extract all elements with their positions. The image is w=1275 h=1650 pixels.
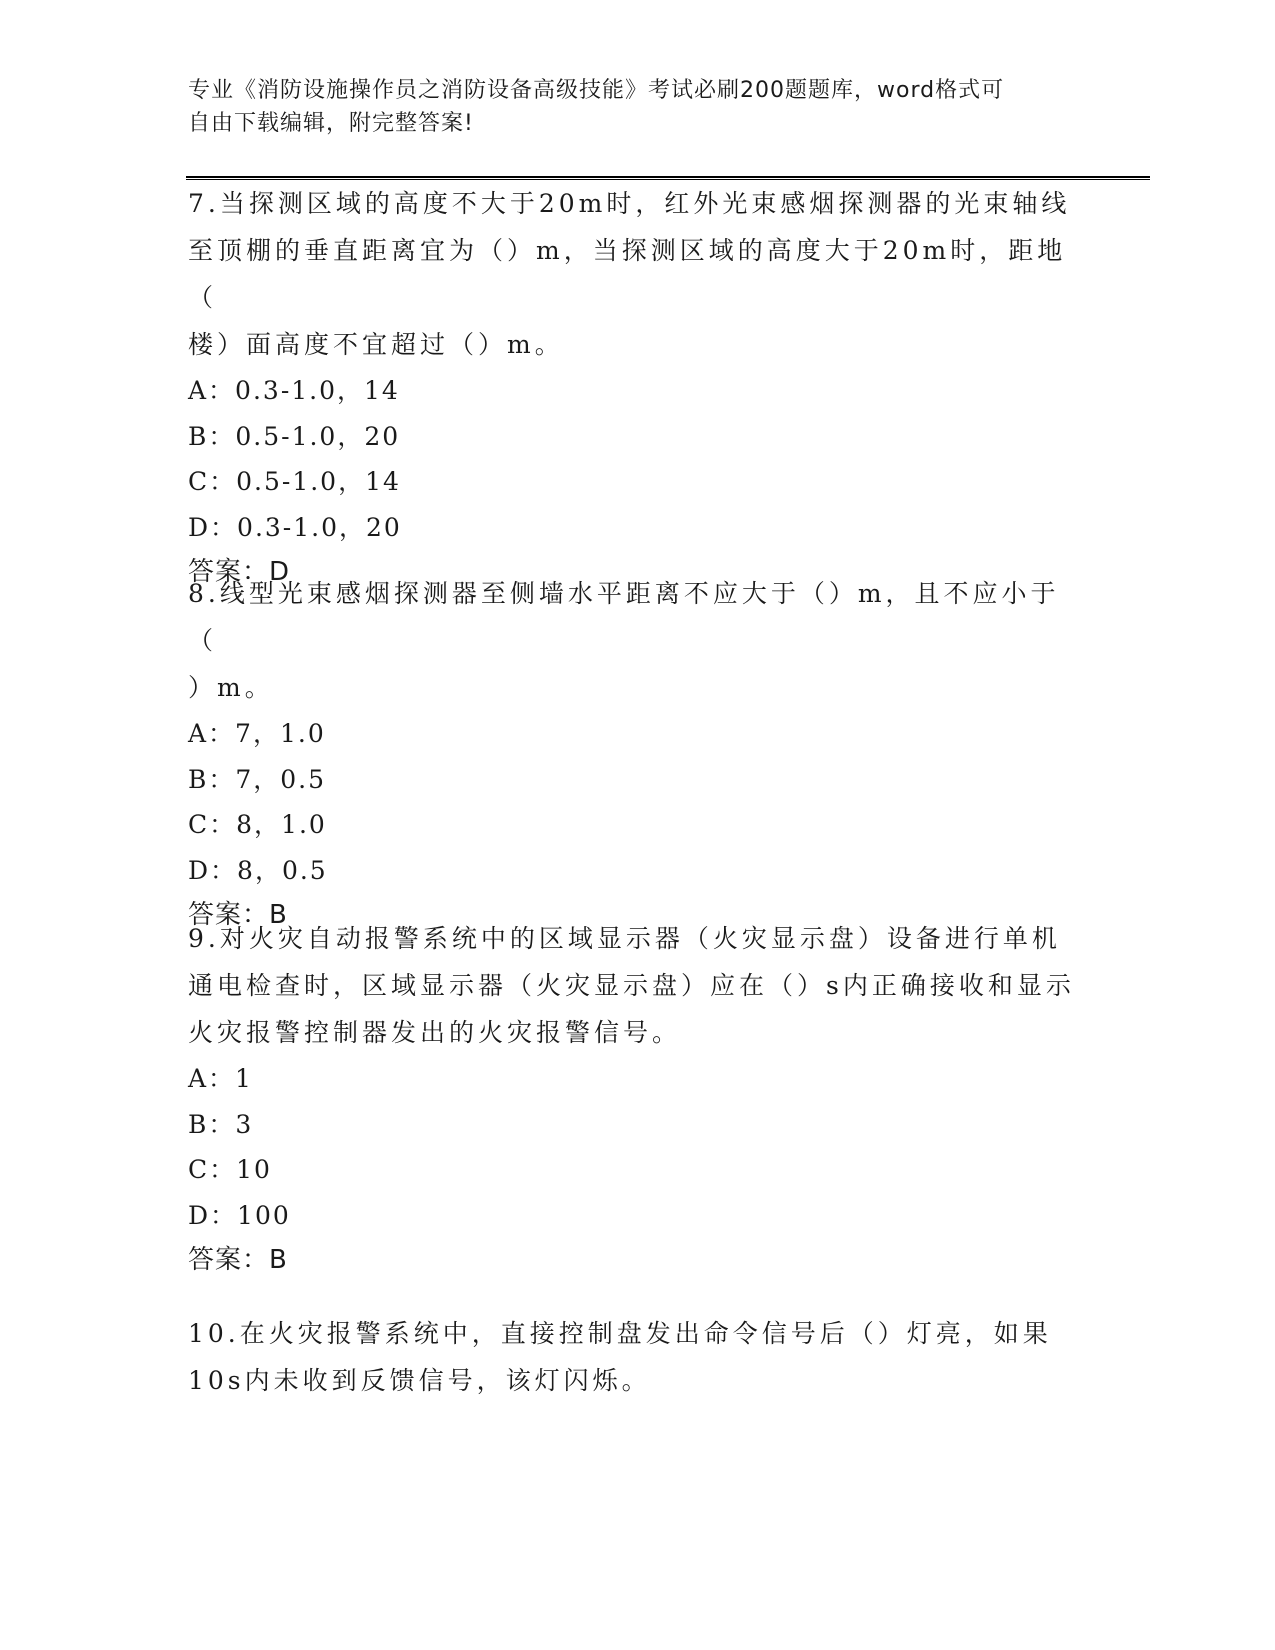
question-text-line: 7.当探测区域的高度不大于20m时，红外光束感烟探测器的光束轴线	[188, 189, 1071, 218]
question-text-line: 至顶棚的垂直距离宜为（）m，当探测区域的高度大于20m时，距地（	[188, 236, 1067, 312]
question-text-line: 楼）面高度不宜超过（）m。	[188, 330, 564, 359]
question-text-line: 8.线型光束感烟探测器至侧墙水平距离不应大于（）m，且不应小于（	[188, 579, 1060, 655]
answer-label: 答案：B	[188, 900, 288, 930]
question-9	[188, 915, 1088, 1283]
option-a: A：1	[188, 1064, 253, 1093]
option-a: A：7，1.0	[188, 719, 326, 748]
question-7	[188, 180, 1088, 595]
question-8	[188, 570, 1088, 938]
question-text-line: ）m。	[188, 673, 274, 702]
option-b: B：0.5-1.0，20	[188, 421, 401, 451]
header-line-2: 自由下载编辑，附完整答案!	[188, 111, 474, 136]
option-c: C：8，1.0	[188, 810, 327, 839]
option-b: B：7，0.5	[188, 764, 327, 794]
answer-label: 答案：D	[188, 557, 291, 587]
question-text-line: 火灾报警控制器发出的火灾报警信号。	[188, 1018, 682, 1047]
option-d: D：100	[188, 1200, 291, 1230]
document-header	[188, 74, 1068, 140]
question-text-line: 9.对火灾自动报警系统中的区域显示器（火灾显示盘）设备进行单机	[188, 924, 1061, 953]
option-d: D：8，0.5	[188, 855, 328, 885]
question-text-line: 通电检查时，区域显示器（火灾显示盘）应在（）s内正确接收和显示	[188, 971, 1075, 1000]
answer-label: 答案：B	[188, 1245, 288, 1275]
option-a: A：0.3-1.0，14	[188, 376, 400, 405]
question-text-line: 10s内未收到反馈信号，该灯闪烁。	[188, 1366, 651, 1395]
header-line-1: 专业《消防设施操作员之消防设备高级技能》考试必刷200题题库，word格式可	[188, 78, 1005, 103]
option-c: C：10	[188, 1155, 272, 1184]
question-10	[188, 1310, 1088, 1404]
option-b: B：3	[188, 1109, 254, 1139]
option-c: C：0.5-1.0，14	[188, 467, 401, 496]
option-d: D：0.3-1.0，20	[188, 512, 402, 542]
question-text-line: 10.在火灾报警系统中，直接控制盘发出命令信号后（）灯亮，如果	[188, 1319, 1052, 1348]
